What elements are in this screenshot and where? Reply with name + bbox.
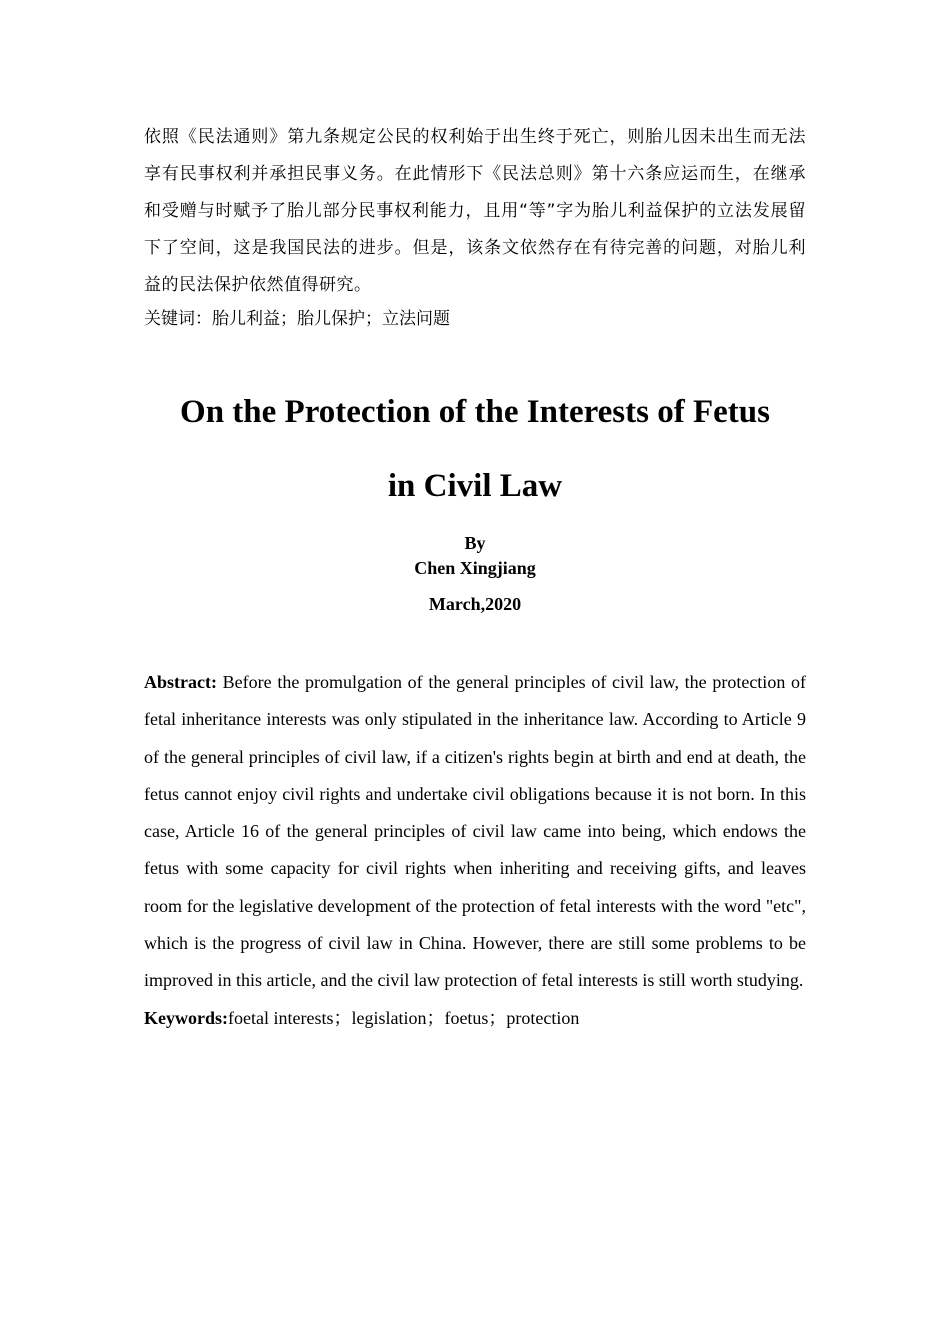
- publication-date: March,2020: [428, 594, 522, 614]
- abstract-text: Before the promulgation of the general principles of civil law, the protection of fetal inheritance interests was only stipulated in the inheritance law. According to Article 9 of the general principles of civil law, if a citizen's rights begin at birth and end at death, the fetus cannot enjoy civil rights and undertake civil obligations because it is not born. In this case, Article 16 of the general principles of civil law came into being, which endows the fetus with some capacity for civil rights when inheriting and receiving gifts, and leaves room for the legislative development of the protection of fetal interests with the word "etc", which is the progress of civil law in China. However, there are still some problems to be improved in this article, and the civil law protection of fetal interests is still worth studying.: [144, 672, 806, 991]
- author-by: By: [464, 533, 486, 553]
- title-line-2: in Civil Law: [387, 468, 563, 504]
- chinese-keywords-text: 胎儿利益；胎儿保护；立法问题: [212, 309, 450, 329]
- author-block: [144, 531, 806, 617]
- title-line-1: On the Protection of the Interests of Fetus: [180, 394, 770, 430]
- page-content: [144, 119, 806, 1037]
- english-keywords: [144, 1000, 806, 1037]
- keywords-text: foetal interests；legislation；foetus；protection: [228, 1007, 580, 1028]
- keywords-label: Keywords:: [144, 1007, 228, 1028]
- chinese-keywords: [144, 304, 806, 334]
- abstract-label: Abstract:: [144, 672, 217, 692]
- paper-title: [144, 375, 806, 523]
- english-abstract: [144, 664, 806, 1000]
- chinese-abstract-paragraph: 依照《民法通则》第九条规定公民的权利始于出生终于死亡，则胎儿因未出生而无法享有民事权利并承担民事义务。在此情形下《民法总则》第十六条应运而生，在继承和受赠与时赋予了胎儿部分民事权利能力，且用“等”字为胎儿利益保护的立法发展留下了空间，这是我国民法的进步。但是，该条文依然存在有待完善的问题，对胎儿利益的民法保护依然值得研究。: [144, 127, 806, 295]
- chinese-keywords-label: 关键词：: [144, 309, 212, 329]
- author-name: Chen Xingjiang: [414, 558, 536, 578]
